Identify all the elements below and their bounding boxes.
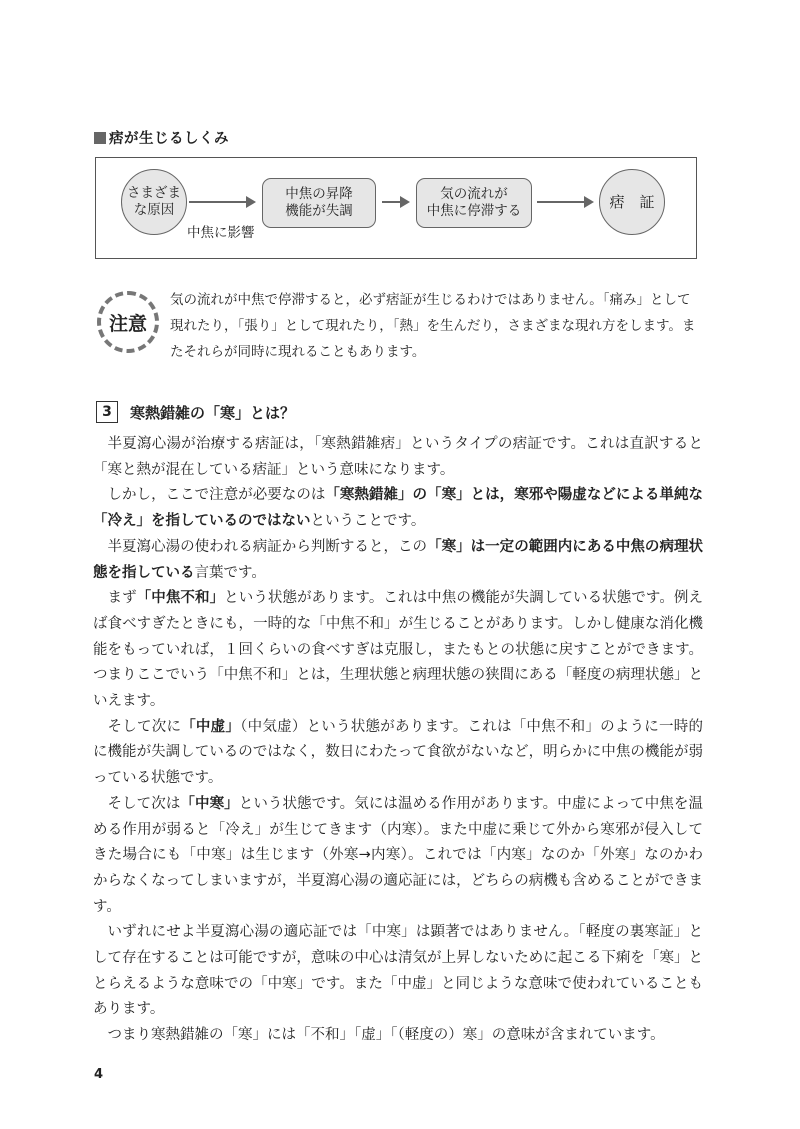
flow-arrow-2 <box>382 201 401 203</box>
emphasis-text: 「寒熱錯雑」の「寒」とは，寒邪や陽虚などによる単純な「冷え」を指しているのではない <box>93 487 703 530</box>
section-number-box: 3 <box>96 401 118 423</box>
paragraph-text: しかし，ここで注意が必要なのは <box>107 487 326 504</box>
paragraph-text: 半夏瀉心湯の使われる病証から判断すると，この <box>107 538 428 555</box>
flow-step-cause: さまざま な原因 <box>121 169 187 235</box>
square-bullet-icon <box>94 132 106 144</box>
paragraph <box>93 920 703 1023</box>
section-heading-text: 痞が生じるしくみ <box>109 131 229 147</box>
note-badge: 注意 <box>97 291 159 353</box>
paragraph-text: という状態があります。これは中焦の機能が失調している状態です。例えば食べすぎたときにも，一時的な「中焦不和」が生じることがあります。しかし健康な消化機能をもっていれば，１回くらいの食べすぎは克服し，またもとの状態に戻すことができます。つまりここでいう「中焦不和」とは，生理状態と病理状態の狭間にある「軽度の病理状態」といえます。 <box>93 590 703 710</box>
flow-arrow-3 <box>537 201 585 203</box>
paragraph-text: という状態です。気には温める作用があります。中虚によって中焦を温める作用が弱ると「冷え」が生じてきます（内寒）。また中虚に乗じて外から寒邪が侵入してきた場合にも「中寒」は生じます（外寒→内寒）。これでは「内寒」なのか「外寒」なのかわからなくなってしまいますが，半夏瀉心湯の適応証には，どちらの病機も含めることができます。 <box>93 795 704 915</box>
paragraph-text: そして次は <box>107 795 181 812</box>
section-heading <box>94 127 229 148</box>
emphasis-text: 「中虚」 <box>181 718 241 735</box>
flow-step-stagnation: 気の流れが 中焦に停滞する <box>416 178 532 228</box>
paragraph <box>93 715 703 792</box>
flow-arrow-1 <box>189 201 247 203</box>
paragraph-text: まず <box>107 590 137 607</box>
paragraph-text: そして次に <box>107 718 182 735</box>
section-title: 寒熱錯雑の「寒」とは？ <box>130 403 296 422</box>
emphasis-text: 「中焦不和」 <box>136 590 225 607</box>
paragraph-text: ということです。 <box>310 513 426 530</box>
flow-step-dysfunction: 中焦の昇降 機能が失調 <box>262 178 376 228</box>
page-number: 4 <box>94 1067 104 1082</box>
emphasis-text: 「中寒」 <box>180 795 239 812</box>
note-text: 気の流れが中焦で停滞すると，必ず痞証が生じるわけではありません。「痛み」として現れたり，「張り」として現れたり，「熱」を生んだり，さまざまな現れ方をします。またそれらが同時に現れることもあります。 <box>170 292 696 360</box>
paragraph <box>93 1023 703 1049</box>
section-3-heading <box>96 401 295 423</box>
paragraph-text: つまり寒熱錯雑の「寒」には「不和」「虚」「（軽度の）寒」の意味が含まれています。 <box>107 1027 665 1044</box>
flow-diagram <box>95 157 697 259</box>
paragraph <box>93 535 703 586</box>
paragraph-text: 言葉です。 <box>194 564 266 581</box>
flow-step-syndrome: 痞 証 <box>599 169 665 235</box>
flow-step-cause-sub: 中焦に影響 <box>187 225 255 241</box>
paragraph <box>93 792 703 921</box>
paragraph <box>93 432 703 483</box>
paragraph <box>93 483 703 534</box>
paragraph-text: 半夏瀉心湯が治療する痞証は，「寒熱錯雑痞」というタイプの痞証です。これは直訳すると「寒と熱が混在している痞証」という意味になります。 <box>93 436 703 478</box>
paragraph-text: いずれにせよ半夏瀉心湯の適応証では「中寒」は顕著ではありません。「軽度の裏寒証」として存在することは可能ですが，意味の中心は清気が上昇しないために起こる下痢を「寒」ととらえるような意味での「中寒」です。また「中虚」と同じような意味で使われていることもあります。 <box>93 924 703 1018</box>
paragraph <box>93 586 703 715</box>
body-text <box>93 432 703 1049</box>
paragraph-text: （中気虚）という状態があります。これは「中焦不和」のように一時的に機能が失調しているのではなく，数日にわたって食欲がないなど，明らかに中焦の機能が弱っている状態です。 <box>93 718 704 787</box>
emphasis-text: 「寒」は一定の範囲内にある中焦の病理状態を指している <box>93 538 704 581</box>
